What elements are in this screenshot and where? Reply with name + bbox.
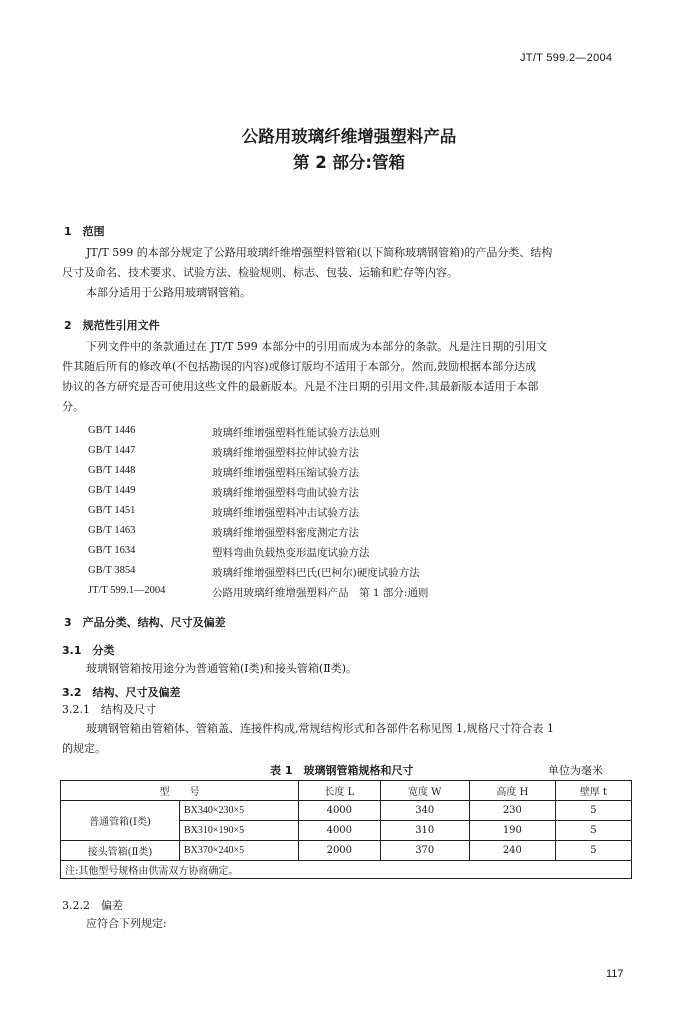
reference-code: GB/T 1448 (88, 465, 136, 476)
thickness-cell: 5 (555, 801, 631, 821)
section-1-heading: 1 范围 (64, 225, 105, 238)
section-2-para-b: 件其随后所有的修改单(不包括勘误的内容)或修订版均不适用于本部分。然而,鼓励根据本部分达成 (62, 360, 537, 373)
section-1-para-1b: 尺寸及命名、技术要求、试验方法、检验规则、标志、包装、运输和贮存等内容。 (62, 266, 458, 279)
height-cell: 230 (469, 801, 555, 821)
reference-item (0, 445, 698, 465)
thickness-cell: 5 (555, 841, 631, 861)
header-length: 长度 L (299, 781, 381, 801)
model-cell: BX310×190×5 (180, 821, 299, 841)
length-cell: 4000 (299, 821, 381, 841)
section-2-para-a: 下列文件中的条款通过在 JT/T 599 本部分中的引用而成为本部分的条款。凡是注日期的引用文 (86, 340, 548, 353)
section-2-heading: 2 规范性引用文件 (64, 319, 160, 332)
section-1-para-1a: JT/T 599 的本部分规定了公路用玻璃纤维增强塑料管箱(以下简称玻璃钢管箱)的产品分类、结构 (86, 246, 553, 259)
reference-item (0, 545, 698, 565)
section-1-para-2: 本部分适用于公路用玻璃钢管箱。 (86, 286, 251, 299)
section-3-1-text: 玻璃钢管箱按用途分为普通管箱(Ⅰ类)和接头管箱(Ⅱ类)。 (86, 662, 357, 675)
section-3-2-heading: 3.2 结构、尺寸及偏差 (62, 686, 181, 699)
table-row (61, 801, 632, 821)
reference-title: 塑料弯曲负载热变形温度试验方法 (212, 547, 370, 559)
width-cell: 370 (380, 841, 469, 861)
reference-title: 玻璃纤维增强塑料弯曲试验方法 (212, 487, 359, 499)
reference-code: GB/T 1449 (88, 485, 136, 496)
document-subtitle: 第 2 部分:管箱 (292, 153, 406, 172)
model-cell: BX370×240×5 (180, 841, 299, 861)
reference-code: JT/T 599.1—2004 (88, 585, 166, 596)
width-cell: 310 (380, 821, 469, 841)
reference-title: 玻璃纤维增强塑料拉伸试验方法 (212, 447, 359, 459)
reference-title: 玻璃纤维增强塑料性能试验方法总则 (212, 427, 380, 439)
spec-table (60, 780, 632, 879)
table-note: 注:其他型号规格由供需双方协商确定。 (61, 861, 632, 879)
reference-item (0, 565, 698, 585)
table-note-row (61, 861, 632, 879)
reference-code: GB/T 1634 (88, 545, 136, 556)
reference-code: GB/T 3854 (88, 565, 136, 576)
section-3-heading: 3 产品分类、结构、尺寸及偏差 (64, 616, 226, 629)
table-unit: 单位为毫米 (548, 764, 603, 777)
table-header-row (61, 781, 632, 801)
reference-item (0, 585, 698, 605)
section-3-2-1-text-a: 玻璃钢管箱由管箱体、管箱盖、连接件构成,常规结构形式和各部件名称见图 1,规格尺寸符合表 1 (86, 722, 554, 735)
header-width: 宽度 W (380, 781, 469, 801)
thickness-cell: 5 (555, 821, 631, 841)
reference-code: GB/T 1463 (88, 525, 136, 536)
reference-item (0, 465, 698, 485)
model-cell: BX340×230×5 (180, 801, 299, 821)
reference-title: 公路用玻璃纤维增强塑料产品 第 1 部分:通则 (212, 587, 429, 599)
section-3-2-2-heading: 3.2.2 偏差 (62, 899, 123, 912)
section-2-para-c: 协议的各方研究是否可使用这些文件的最新版本。凡是不注日期的引用文件,其最新版本适用于本部 (62, 380, 539, 393)
reference-code: GB/T 1451 (88, 505, 136, 516)
width-cell: 340 (380, 801, 469, 821)
table-row (61, 841, 632, 861)
header-type: 型 号 (61, 781, 299, 801)
header-height: 高度 H (469, 781, 555, 801)
section-3-1-heading: 3.1 分类 (62, 644, 115, 657)
length-cell: 2000 (299, 841, 381, 861)
reference-code: GB/T 1447 (88, 445, 136, 456)
reference-title: 玻璃纤维增强塑料巴氏(巴柯尔)硬度试验方法 (212, 567, 420, 579)
reference-title: 玻璃纤维增强塑料密度测定方法 (212, 527, 359, 539)
height-cell: 240 (469, 841, 555, 861)
reference-item (0, 485, 698, 505)
table-caption: 表 1 玻璃钢管箱规格和尺寸 (270, 764, 414, 777)
height-cell: 190 (469, 821, 555, 841)
header-thickness: 壁厚 t (555, 781, 631, 801)
reference-item (0, 525, 698, 545)
section-2-para-d: 分。 (62, 400, 84, 413)
section-3-2-1-heading: 3.2.1 结构及尺寸 (62, 703, 156, 716)
group-label-joint: 接头管箱(Ⅱ类) (61, 841, 180, 861)
section-3-2-2-text: 应符合下列规定: (86, 917, 167, 930)
reference-title: 玻璃纤维增强塑料压缩试验方法 (212, 467, 359, 479)
reference-code: GB/T 1446 (88, 425, 136, 436)
document-title: 公路用玻璃纤维增强塑料产品 (241, 127, 457, 146)
group-label-normal: 普通管箱(Ⅰ类) (61, 801, 180, 841)
section-3-2-1-text-b: 的规定。 (62, 742, 106, 755)
standard-code: JT/T 599.2—2004 (520, 52, 613, 64)
length-cell: 4000 (299, 801, 381, 821)
reference-item (0, 505, 698, 525)
reference-item (0, 425, 698, 445)
page-number: 117 (606, 968, 624, 980)
reference-title: 玻璃纤维增强塑料冲击试验方法 (212, 507, 359, 519)
